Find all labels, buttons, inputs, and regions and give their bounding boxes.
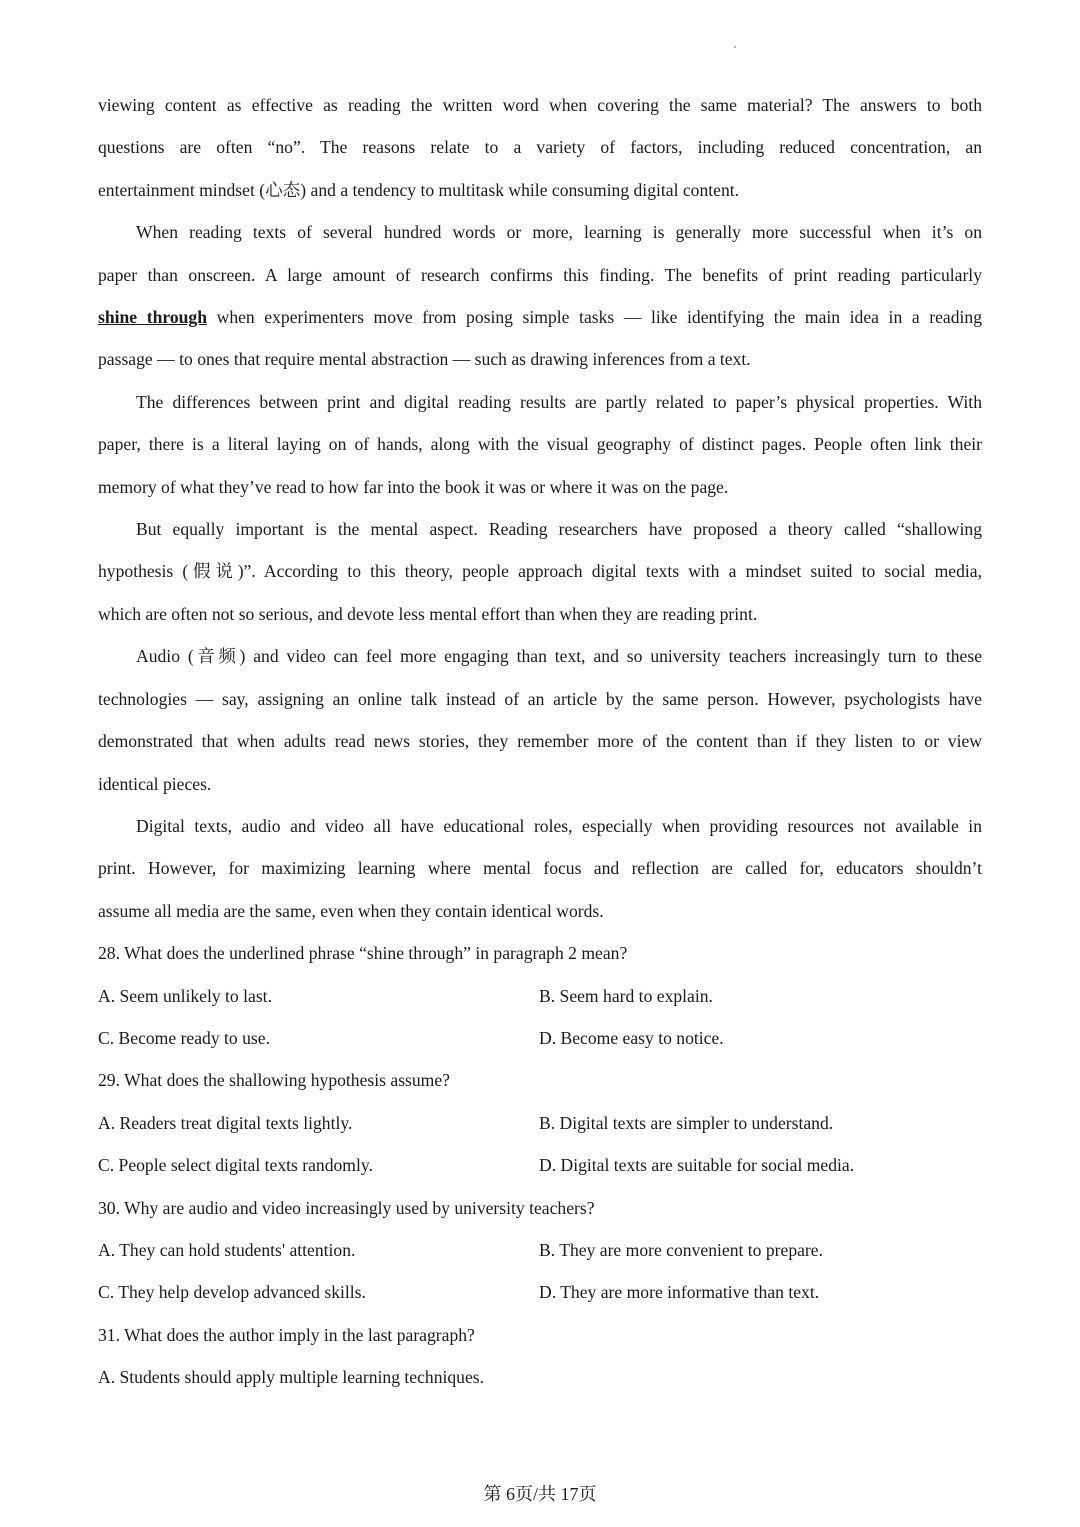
question-stem: 30. Why are audio and video increasingly used by university teachers? xyxy=(98,1197,595,1218)
underlined-phrase: shine through xyxy=(98,307,208,328)
text-line: passage — to ones that require mental abstraction — such as drawing inferences from a text. xyxy=(98,349,751,370)
question-30 xyxy=(98,1187,982,1314)
text-line: identical pieces. xyxy=(98,773,212,794)
option-c: C. Become ready to use. xyxy=(98,1027,270,1048)
text-line: paper than onscreen. A large amount of research confirms this finding. The benefits of print reading particularly xyxy=(98,264,982,285)
text-line: demonstrated that when adults read news stories, they remember more of the content than if they listen to or view xyxy=(98,731,982,752)
option-row xyxy=(98,1271,982,1313)
question-28 xyxy=(98,932,982,1059)
text-line: When reading texts of several hundred words or more, learning is generally more successful when it’s on xyxy=(136,222,982,243)
paragraph-4 xyxy=(98,508,982,635)
option-c: C. People select digital texts randomly. xyxy=(98,1155,373,1176)
paragraph-1 xyxy=(98,84,982,211)
option-b: B. They are more convenient to prepare. xyxy=(539,1239,823,1260)
option-row xyxy=(98,1229,982,1271)
option-row xyxy=(98,1144,982,1186)
text-line: questions are often “no”. The reasons relate to a variety of factors, including reduced concentration, an xyxy=(98,137,982,158)
text-line: But equally important is the mental aspect. Reading researchers have proposed a theory called “shallowing xyxy=(136,519,982,540)
paragraph-6 xyxy=(98,805,982,932)
text-line: The differences between print and digital reading results are partly related to paper’s physical properties. With xyxy=(136,391,982,412)
text-line: viewing content as effective as reading the written word when covering the same material? The answers to both xyxy=(98,95,982,115)
text-line: Digital texts, audio and video all have educational roles, especially when providing resources not available in xyxy=(136,815,982,836)
text-line: memory of what they’ve read to how far into the book it was or where it was on the page. xyxy=(98,476,729,497)
text-line: Audio (音频) and video can feel more engaging than text, and so university teachers increasingly turn to these xyxy=(136,646,982,667)
option-a: A. Seem unlikely to last. xyxy=(98,985,272,1006)
paragraph-3 xyxy=(98,381,982,508)
option-row xyxy=(98,975,982,1017)
option-b: B. Seem hard to explain. xyxy=(539,985,713,1006)
paragraph-2 xyxy=(98,211,982,381)
text-line: which are often not so serious, and devote less mental effort than when they are reading print. xyxy=(98,603,758,624)
option-a: A. Readers treat digital texts lightly. xyxy=(98,1112,353,1133)
option-d: D. They are more informative than text. xyxy=(539,1282,820,1303)
question-29 xyxy=(98,1059,982,1186)
option-row xyxy=(98,1102,982,1144)
scan-speck xyxy=(734,46,736,48)
option-c: C. They help develop advanced skills. xyxy=(98,1282,366,1303)
question-stem: 31. What does the author imply in the last paragraph? xyxy=(98,1324,475,1345)
option-a: A. They can hold students' attention. xyxy=(98,1239,356,1260)
text-line: hypothesis (假说)”. According to this theory, people approach digital texts with a mindset suited to social media, xyxy=(98,561,982,582)
option-a: A. Students should apply multiple learning techniques. xyxy=(98,1367,485,1388)
text-line: entertainment mindset (心态) and a tendency to multitask while consuming digital content. xyxy=(98,179,740,200)
text-line xyxy=(98,296,982,338)
text-line: print. However, for maximizing learning where mental focus and reflection are called for, educators shouldn’t xyxy=(98,858,982,879)
option-d: D. Become easy to notice. xyxy=(539,1027,724,1048)
page-number-footer: 第 6页/共 17页 xyxy=(483,1484,597,1504)
document-page xyxy=(98,84,982,1399)
text-line: assume all media are the same, even when they contain identical words. xyxy=(98,900,604,921)
text-line: technologies — say, assigning an online talk instead of an article by the same person. However, psychologists have xyxy=(98,688,982,709)
text-fragment: when experimenters move from posing simple tasks — like identifying the main idea in a reading xyxy=(207,307,982,328)
option-d: D. Digital texts are suitable for social media. xyxy=(539,1155,855,1176)
paragraph-5 xyxy=(98,635,982,805)
question-31 xyxy=(98,1314,982,1399)
option-b: B. Digital texts are simpler to understand. xyxy=(539,1112,834,1133)
text-line: paper, there is a literal laying on of hands, along with the visual geography of distinct pages. People often link their xyxy=(98,434,982,455)
question-stem: 28. What does the underlined phrase “shine through” in paragraph 2 mean? xyxy=(98,943,628,964)
question-stem: 29. What does the shallowing hypothesis assume? xyxy=(98,1070,450,1091)
option-row xyxy=(98,1017,982,1059)
